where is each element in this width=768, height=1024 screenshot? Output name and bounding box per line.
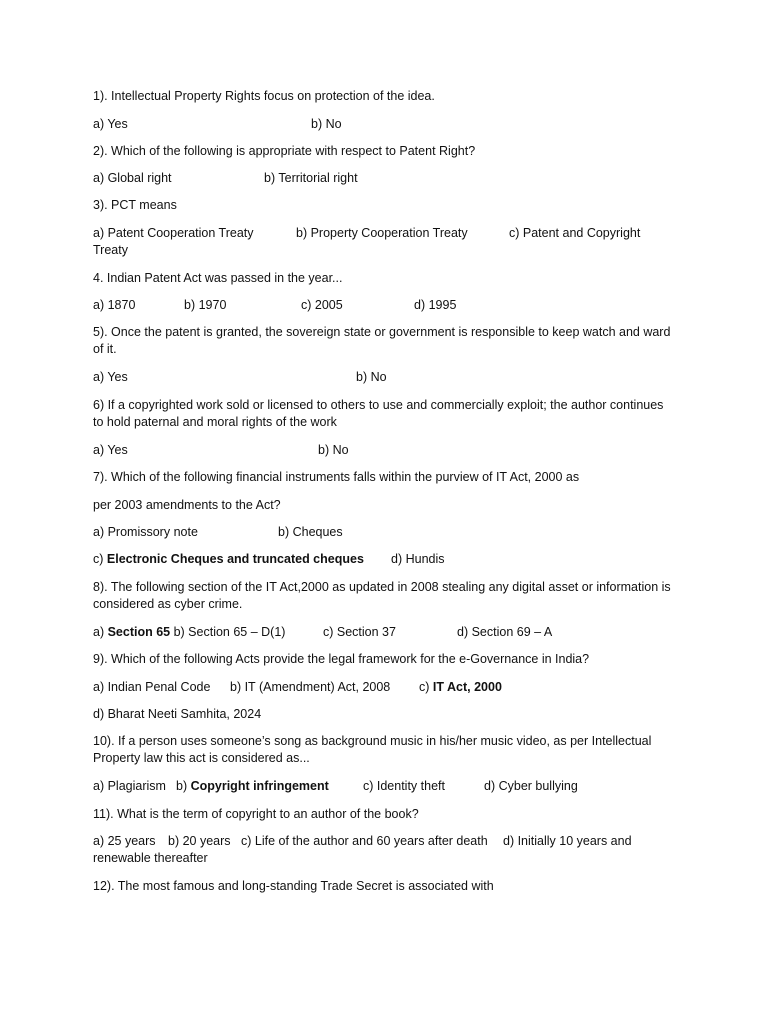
option-a: a) Global right <box>93 171 172 185</box>
question-8: 8). The following section of the IT Act,2000 as updated in 2008 stealing any digital asset or information is considered as cyber crime. <box>93 580 671 611</box>
question-4: 4. Indian Patent Act was passed in the year... <box>93 271 343 285</box>
question-10: 10). If a person uses someone’s song as background music in his/her music video, as per Intellectual Property law this act is considered as... <box>93 734 652 765</box>
question-7: 7). Which of the following financial instruments falls within the purview of IT Act, 2000 as <box>93 470 580 484</box>
option-d: d) Hundis <box>391 552 445 566</box>
option-b: b) No <box>356 370 387 384</box>
option-a: a) Promissory note <box>93 525 198 539</box>
question-7-continued: per 2003 amendments to the Act? <box>93 498 281 512</box>
question-1: 1). Intellectual Property Rights focus on protection of the idea. <box>93 89 435 103</box>
option-c-bold-text: Electronic Cheques and truncated cheques <box>106 552 364 566</box>
option-d-continued: renewable thereafter <box>93 851 208 865</box>
option-b: b) IT (Amendment) Act, 2008 <box>230 680 391 694</box>
option-c <box>93 551 364 567</box>
option-b: b) No <box>318 443 349 457</box>
question-9: 9). Which of the following Acts provide the legal framework for the e-Governance in India? <box>93 652 590 666</box>
question-12: 12). The most famous and long-standing Trade Secret is associated with <box>93 879 494 893</box>
option-a-b <box>93 624 285 640</box>
option-a: a) Yes <box>93 443 128 457</box>
option-b: b) 20 years <box>168 834 231 848</box>
option-b: b) No <box>311 117 342 131</box>
option-b <box>176 778 329 794</box>
option-c-continued: Treaty <box>93 243 128 257</box>
option-c: c) Identity theft <box>363 779 445 793</box>
option-b: b) Cheques <box>278 525 343 539</box>
option-d: d) Cyber bullying <box>484 779 578 793</box>
option-a: a) Yes <box>93 370 128 384</box>
option-c <box>419 679 502 695</box>
option-a: a) Yes <box>93 117 128 131</box>
option-b: b) Territorial right <box>264 171 358 185</box>
option-b: b) 1970 <box>184 298 227 312</box>
option-d: d) Initially 10 years and <box>503 834 632 848</box>
option-c-prefix: c) <box>419 680 433 694</box>
option-a: a) 25 years <box>93 834 156 848</box>
option-b: b) Property Cooperation Treaty <box>296 226 468 240</box>
option-b-prefix: b) <box>176 779 191 793</box>
option-b-bold-text: Copyright infringement <box>190 779 329 793</box>
question-6: 6) If a copyrighted work sold or licensed to others to use and commercially exploit; the author continues to hold paternal and moral rights of the work <box>93 398 664 429</box>
question-11: 11). What is the term of copyright to an author of the book? <box>93 807 419 821</box>
option-d: d) 1995 <box>414 298 457 312</box>
question-3: 3). PCT means <box>93 198 177 212</box>
option-a-bold-text: Section 65 <box>107 625 171 639</box>
option-a: a) Plagiarism <box>93 779 166 793</box>
question-2: 2). Which of the following is appropriate with respect to Patent Right? <box>93 144 476 158</box>
option-a: a) Indian Penal Code <box>93 680 211 694</box>
option-c-bold-text: IT Act, 2000 <box>432 680 502 694</box>
option-d: d) Bharat Neeti Samhita, 2024 <box>93 707 262 721</box>
option-a-prefix: a) <box>93 625 108 639</box>
option-c: c) Section 37 <box>323 625 396 639</box>
question-5: 5). Once the patent is granted, the sovereign state or government is responsible to keep watch and ward of it. <box>93 325 671 356</box>
option-b: b) Section 65 – D(1) <box>170 625 286 639</box>
option-c: c) 2005 <box>301 298 343 312</box>
option-c: c) Life of the author and 60 years after death <box>241 834 488 848</box>
option-a: a) Patent Cooperation Treaty <box>93 226 254 240</box>
option-a: a) 1870 <box>93 298 136 312</box>
option-c: c) Patent and Copyright <box>509 226 641 240</box>
option-d: d) Section 69 – A <box>457 625 553 639</box>
option-c-prefix: c) <box>93 552 107 566</box>
